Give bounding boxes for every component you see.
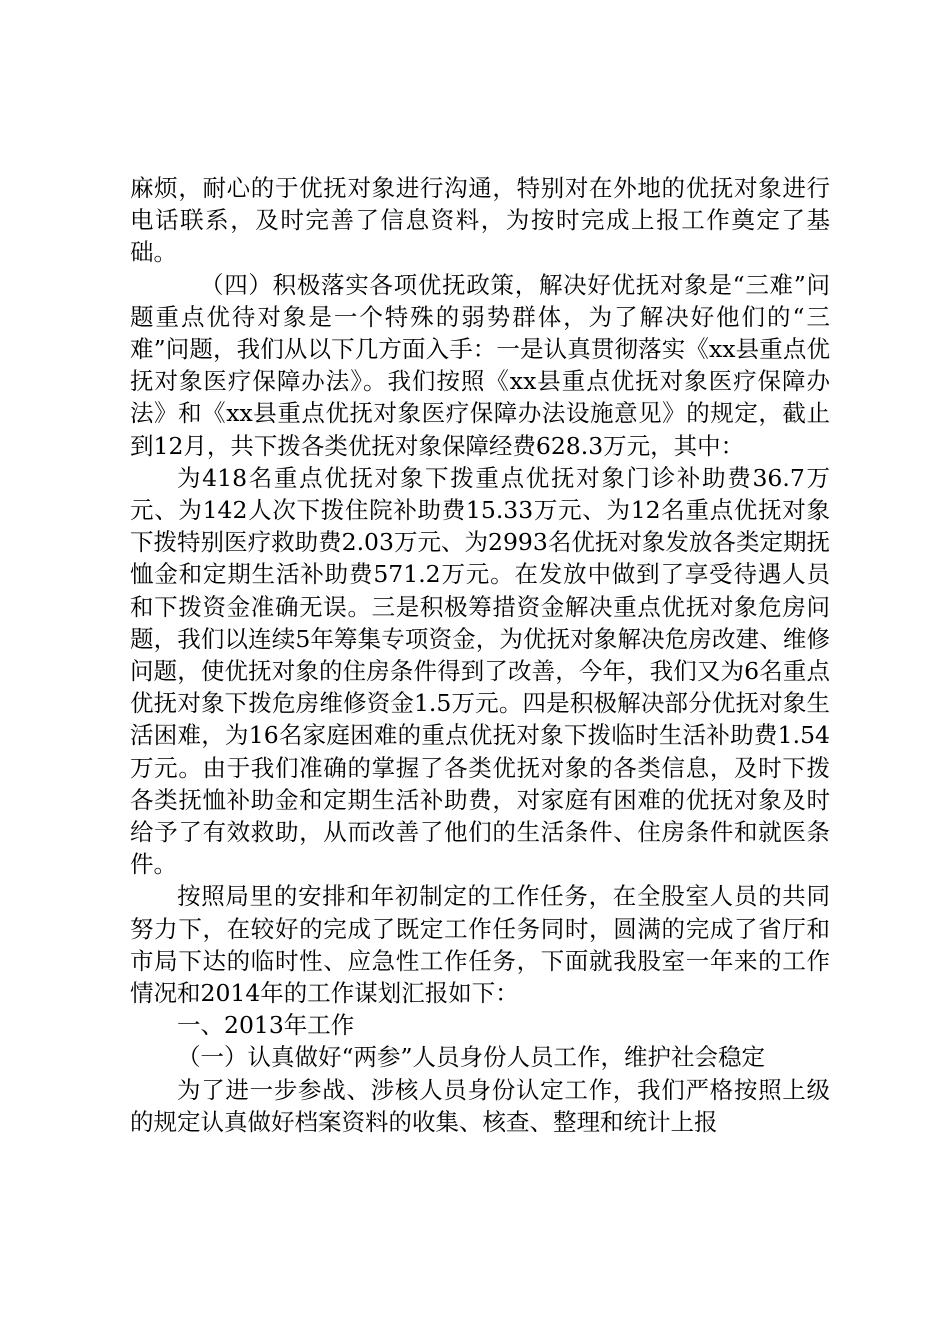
- paragraph-continuation: 麻烦，耐心的于优抚对象进行沟通，特别对在外地的优抚对象进行电话联系，及时完善了信息资料，为按时完成上报工作奠定了基础。: [130, 174, 830, 267]
- heading-2013-work: 一、2013年工作: [177, 1011, 355, 1040]
- document-body: [130, 172, 830, 1138]
- paragraph-work-summary-intro: 按照局里的安排和年初制定的工作任务，在全股室人员的共同努力下，在较好的完成了既定工作任务同时，圆满的完成了省厅和市局下达的临时性、应急性工作任务，下面就我股室一年来的工作情况和2014年的工作谋划汇报如下：: [130, 882, 830, 1008]
- paragraph-funding-details: 为418名重点优抚对象下拨重点优抚对象门诊补助费36.7万元、为142人次下拨住院补助费15.33万元、为12名重点优抚对象下拨特别医疗救助费2.03万元、为2993名优抚对象发放各类定期抚恤金和定期生活补助费571.2万元。在发放中做到了享受待遇人员和下拨资金准确无误。三是积极筹措资金解决重点优抚对象危房问题，我们以连续5年筹集专项资金，为优抚对象解决危房改建、维修问题，使优抚对象的住房条件得到了改善，今年，我们又为6名重点优抚对象下拨危房维修资金1.5万元。四是积极解决部分优抚对象生活困难，为16名家庭困难的重点优抚对象下拨临时生活补助费1.54万元。由于我们准确的掌握了各类优抚对象的各类信息，及时下拨各类抚恤补助金和定期生活补助费，对家庭有困难的优抚对象及时给予了有效救助，从而改善了他们的生活条件、住房条件和就医条件。: [130, 463, 830, 879]
- paragraph-section-four: （四）积极落实各项优抚政策，解决好优抚对象是“三难”问题重点优待对象是一个特殊的弱势群体，为了解决好他们的“三难”问题，我们从以下几方面入手：一是认真贯彻落实《xx县重点优抚对象医疗保障办法》。我们按照《xx县重点优抚对象医疗保障办法》和《xx县重点优抚对象医疗保障办法设施意见》的规定，截止到12月，共下拨各类优抚对象保障经费628.3万元，其中：: [130, 270, 830, 460]
- heading-subsection-one: （一）认真做好“两参”人员身份人员工作，维护社会稳定: [177, 1043, 766, 1072]
- paragraph-identity-verification: 为了进一步参战、涉核人员身份认定工作，我们严格按照上级的规定认真做好档案资料的收集、核查、整理和统计上报: [130, 1075, 830, 1136]
